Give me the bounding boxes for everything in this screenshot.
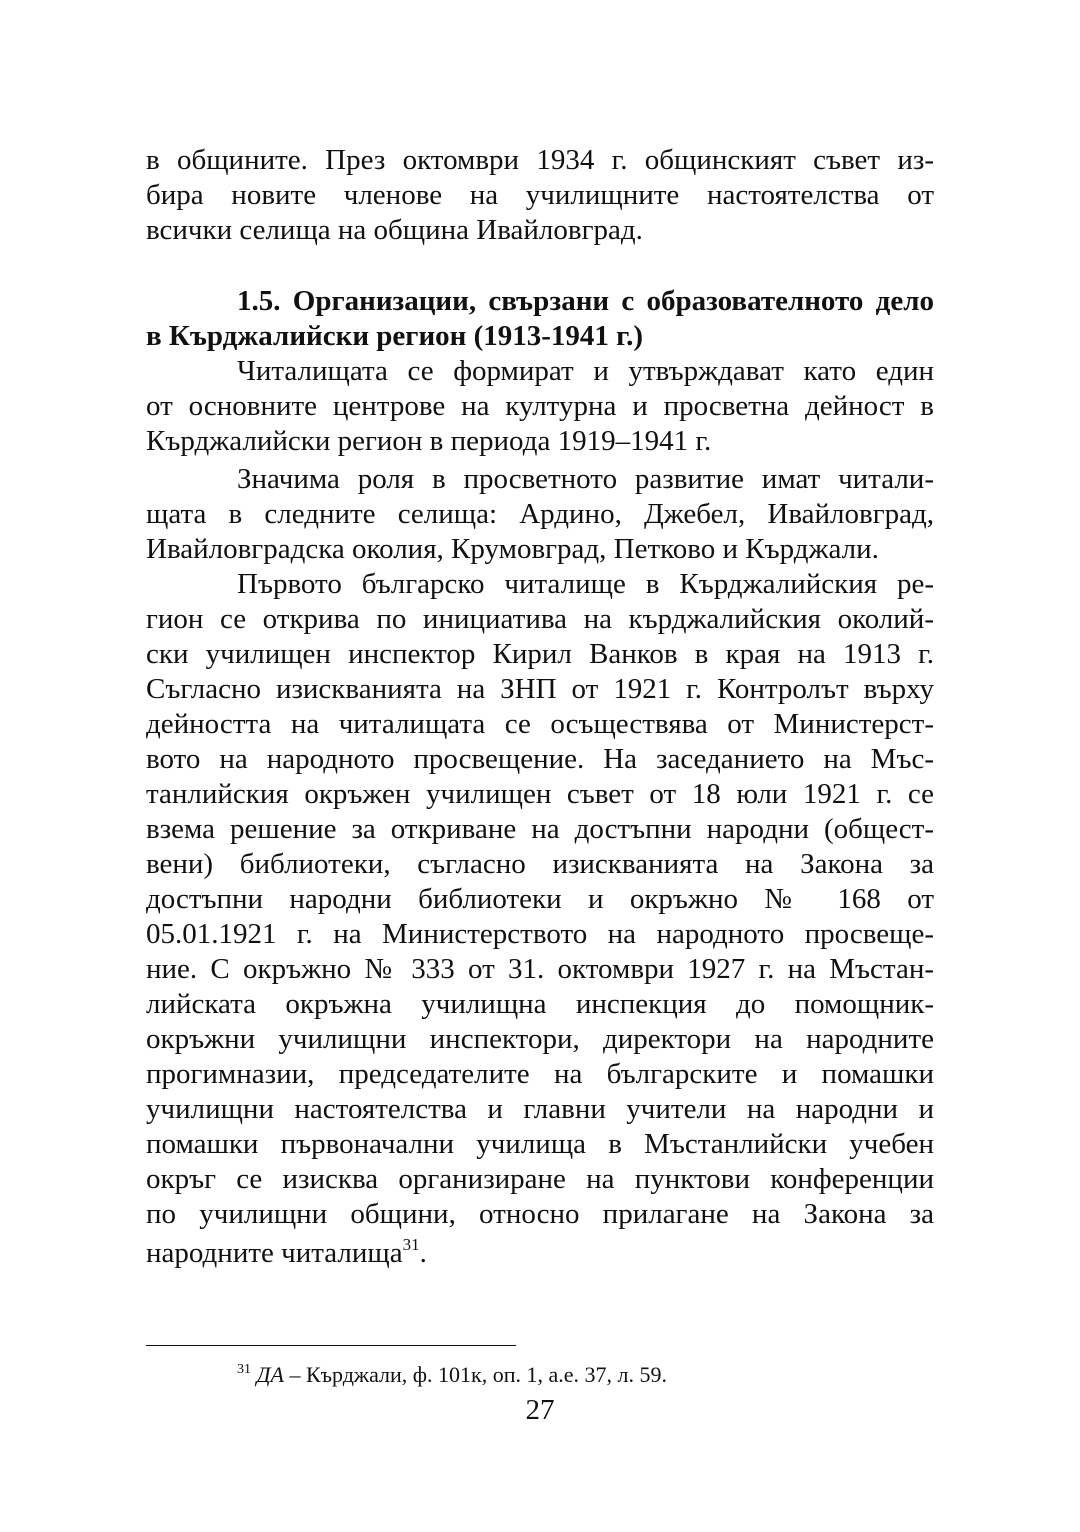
para1-line-2: от основните центрове на културна и просветна дейност в	[146, 390, 934, 422]
intro-line-3: всички селища на община Ивайловград.	[146, 214, 643, 246]
footnote-marker: 31	[237, 1362, 251, 1377]
footnote-source-abbrev: ДА	[256, 1362, 284, 1387]
para3-line-3: ски училищен инспектор Кирил Ванков в края на 1913 г.	[146, 638, 934, 670]
para3-last-line-text: народните читалища	[146, 1237, 403, 1269]
para3-line-4: Съгласно изискванията на ЗНП от 1921 г. Контролът върху	[146, 673, 934, 705]
para3-line-6: вото на народното просвещение. На заседанието на Мъс-	[146, 743, 934, 775]
page-number: 27	[525, 1394, 555, 1426]
para3-end-punctuation: .	[419, 1237, 427, 1269]
para3-line-20	[146, 1236, 934, 1271]
para3-line-14: окръжни училищни инспектори, директори на народните	[146, 1023, 934, 1055]
footnote	[237, 1360, 667, 1390]
section-heading-line-1: 1.5. Организации, свързани с образователното дело	[237, 285, 934, 317]
intro-line-2: бира новите членове на училищните настоятелства от	[146, 179, 934, 211]
para3-line-1: Първото българско читалище в Кърджалийския ре-	[237, 568, 934, 600]
para3-line-8: взема решение за откриване на достъпни народни (общест-	[146, 813, 934, 845]
para2-line-1: Значима роля в просветното развитие имат читали-	[237, 463, 934, 495]
para3-line-13: лийската окръжна училищна инспекция до помощник-	[146, 988, 934, 1020]
para3-line-15: прогимназии, председателите на българските и помашки	[146, 1058, 934, 1090]
para2-line-3: Ивайловградска околия, Крумовград, Петково и Кърджали.	[146, 533, 879, 565]
intro-line-1: в общините. През октомври 1934 г. общинският съвет из-	[146, 144, 934, 176]
footnote-reference: 31	[402, 1235, 420, 1254]
footnote-text: – Кърджали, ф. 101к, оп. 1, а.е. 37, л. 59.	[283, 1362, 668, 1387]
para3-line-11: 05.01.1921 г. на Министерството на народното просвеще-	[146, 918, 934, 950]
para3-line-19: по училищни общини, относно прилагане на Закона за	[146, 1198, 934, 1230]
para1-line-1: Читалищата се формират и утвърждават като един	[237, 355, 934, 387]
para3-line-9: вени) библиотеки, съгласно изискванията на Закона за	[146, 848, 934, 880]
para3-line-2: гион се открива по инициатива на кърджалийския околий-	[146, 603, 934, 635]
para3-line-17: помашки първоначални училища в Мъстанлийски учебен	[146, 1128, 934, 1160]
para3-line-12: ние. С окръжно № 333 от 31. октомври 1927 г. на Мъстан-	[146, 953, 934, 985]
para3-line-18: окръг се изисква организиране на пунктови конференции	[146, 1163, 934, 1195]
para2-line-2: щата в следните селища: Ардино, Джебел, Ивайловград,	[146, 498, 934, 530]
section-heading-line-2: в Кърджалийски регион (1913-1941 г.)	[146, 320, 643, 352]
para1-line-3: Кърджалийски регион в периода 1919–1941 г.	[146, 425, 712, 457]
para3-line-7: танлийския окръжен училищен съвет от 18 юли 1921 г. се	[146, 778, 934, 810]
para3-line-5: дейността на читалищата се осъществява от Министерст-	[146, 708, 934, 740]
para3-line-16: училищни настоятелства и главни учители на народни и	[146, 1093, 934, 1125]
para3-line-10: достъпни народни библиотеки и окръжно № 168 от	[146, 883, 934, 915]
footnote-separator	[146, 1345, 516, 1346]
